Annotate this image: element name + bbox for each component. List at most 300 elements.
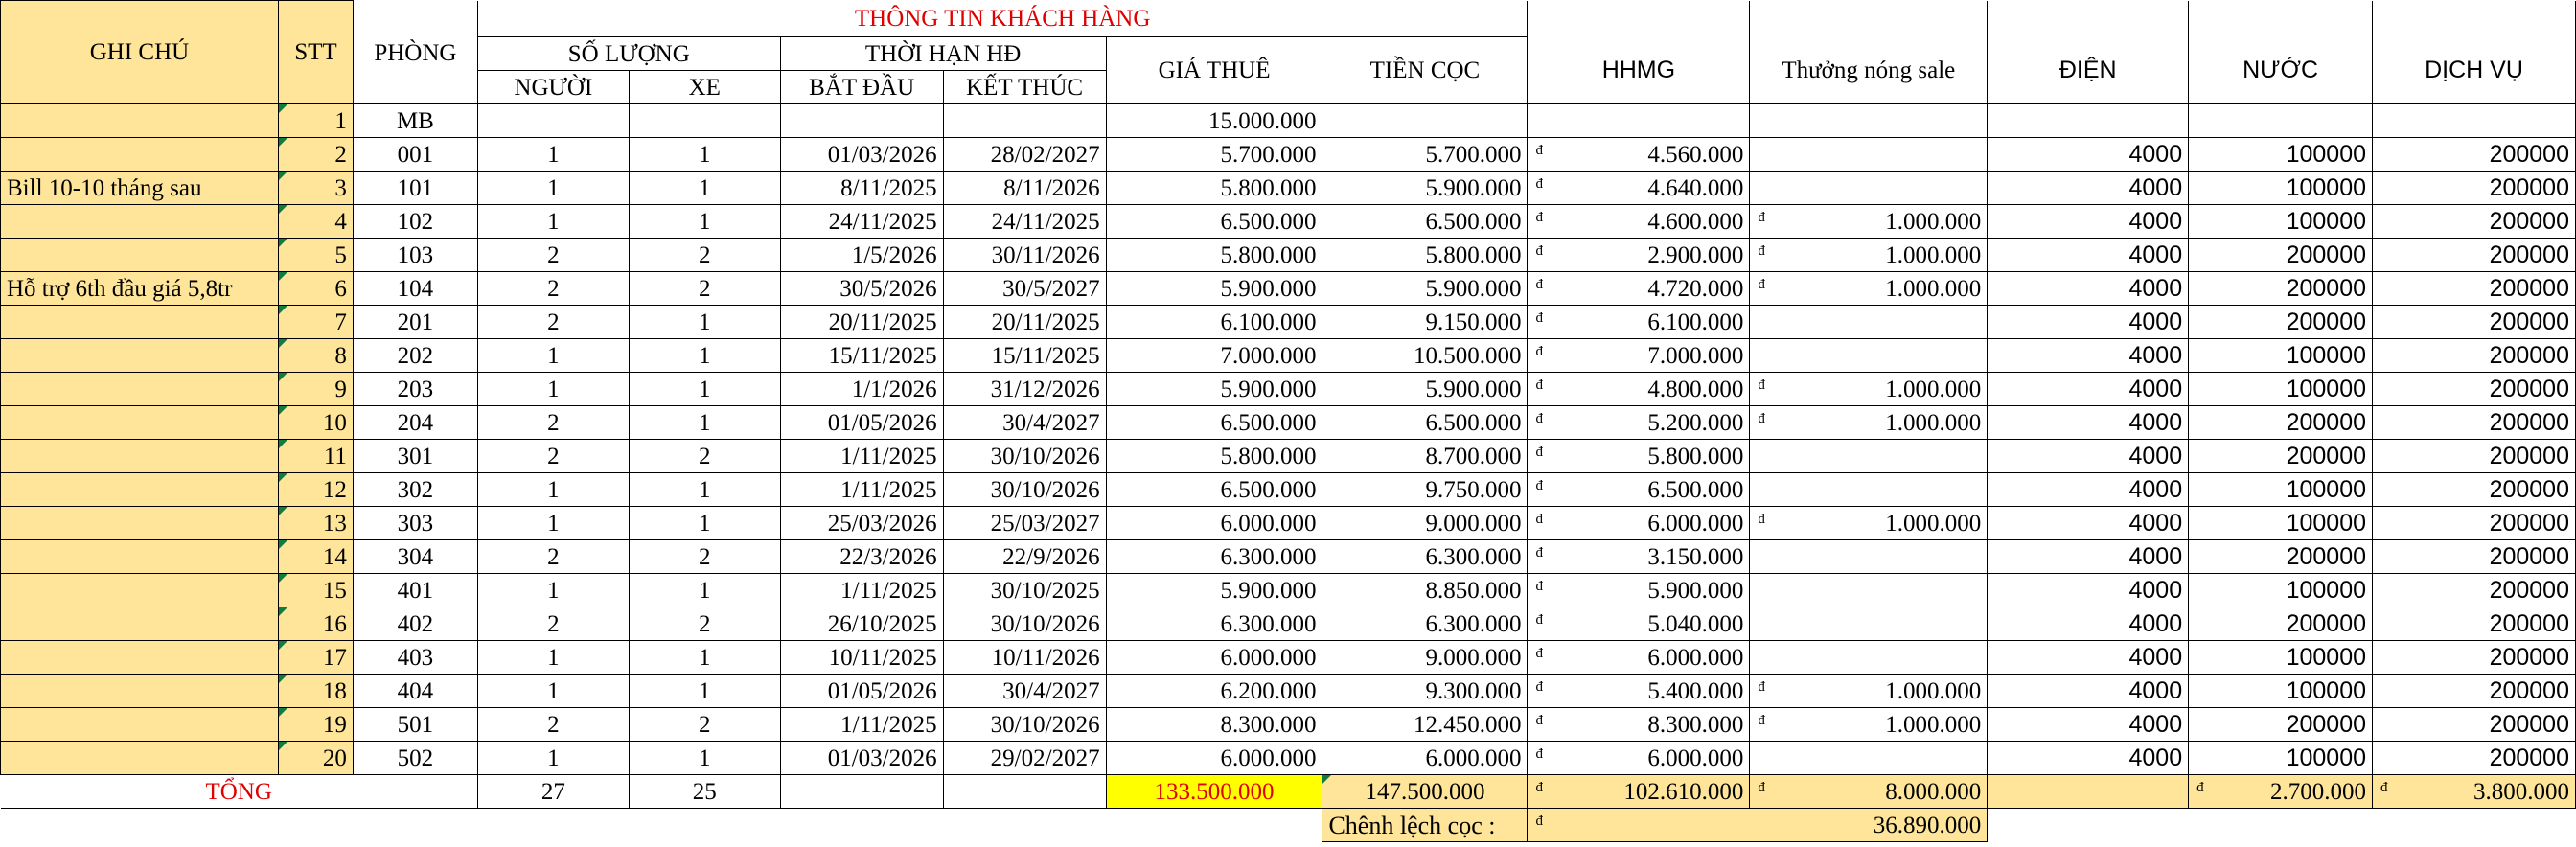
cell-rent[interactable]: 15.000.000 (1106, 104, 1322, 138)
cell-hhmg[interactable] (1528, 239, 1750, 272)
cell-dien[interactable]: 4000 (1988, 406, 2189, 440)
cell-room[interactable]: 204 (353, 406, 477, 440)
cell-bonus[interactable] (1750, 675, 1988, 708)
cell-room[interactable]: 001 (353, 138, 477, 172)
header-nuoc[interactable]: NƯỚC (2189, 37, 2373, 104)
cell-stt[interactable]: 14 (278, 540, 353, 574)
cell-deposit[interactable]: 10.500.000 (1322, 339, 1528, 373)
cell-cars[interactable]: 1 (629, 205, 780, 239)
cell-hhmg[interactable] (1528, 339, 1750, 373)
cell-deposit[interactable]: 6.500.000 (1322, 406, 1528, 440)
cell-cars[interactable] (629, 104, 780, 138)
header-ket-thuc[interactable]: KẾT THÚC (943, 71, 1106, 104)
cell-deposit[interactable]: 9.750.000 (1322, 473, 1528, 507)
cell-end[interactable]: 30/4/2027 (943, 406, 1106, 440)
cell-note[interactable] (1, 473, 279, 507)
cell-rent[interactable]: 6.100.000 (1106, 306, 1322, 339)
cell-dich-vu[interactable]: 200000 (2373, 473, 2576, 507)
cell-room[interactable]: 304 (353, 540, 477, 574)
cell-rent[interactable]: 5.900.000 (1106, 574, 1322, 607)
cell-stt[interactable]: 9 (278, 373, 353, 406)
cell-hhmg[interactable] (1528, 306, 1750, 339)
cell-note[interactable] (1, 339, 279, 373)
cell-cars[interactable]: 1 (629, 574, 780, 607)
cell-dien[interactable] (1988, 104, 2189, 138)
cell-deposit[interactable]: 5.900.000 (1322, 272, 1528, 306)
cell-end[interactable]: 30/4/2027 (943, 675, 1106, 708)
cell-room[interactable]: 302 (353, 473, 477, 507)
cell-nuoc[interactable]: 200000 (2189, 272, 2373, 306)
cell-cars[interactable]: 2 (629, 540, 780, 574)
cell-dien[interactable]: 4000 (1988, 373, 2189, 406)
cell-dien[interactable]: 4000 (1988, 172, 2189, 205)
cell-dich-vu[interactable]: 200000 (2373, 440, 2576, 473)
cell-nuoc[interactable]: 200000 (2189, 708, 2373, 742)
cell-start[interactable]: 1/11/2025 (780, 440, 943, 473)
cell-bonus[interactable] (1750, 742, 1988, 775)
cell-dich-vu[interactable]: 200000 (2373, 239, 2576, 272)
cell-note[interactable] (1, 708, 279, 742)
cell-rent[interactable]: 5.800.000 (1106, 440, 1322, 473)
cell-hhmg[interactable] (1528, 440, 1750, 473)
cell-room[interactable]: 201 (353, 306, 477, 339)
cell-stt[interactable]: 5 (278, 239, 353, 272)
cell-hhmg[interactable] (1528, 373, 1750, 406)
cell-dich-vu[interactable]: 200000 (2373, 675, 2576, 708)
cell-bonus[interactable] (1750, 607, 1988, 641)
cell-dich-vu[interactable]: 200000 (2373, 507, 2576, 540)
cell-note[interactable] (1, 138, 279, 172)
cell-dich-vu[interactable]: 200000 (2373, 708, 2576, 742)
cell-people[interactable]: 1 (477, 339, 629, 373)
total-empty-1[interactable] (780, 775, 943, 809)
cell-deposit[interactable]: 12.450.000 (1322, 708, 1528, 742)
cell-hhmg[interactable] (1528, 742, 1750, 775)
cell-start[interactable]: 10/11/2025 (780, 641, 943, 675)
cell-nuoc[interactable]: 100000 (2189, 172, 2373, 205)
cell-people[interactable]: 2 (477, 272, 629, 306)
cell-rent[interactable]: 5.700.000 (1106, 138, 1322, 172)
cell-people[interactable]: 1 (477, 172, 629, 205)
cell-nuoc[interactable]: 100000 (2189, 339, 2373, 373)
cell-rent[interactable]: 6.300.000 (1106, 540, 1322, 574)
cell-start[interactable]: 01/05/2026 (780, 406, 943, 440)
cell-room[interactable]: 501 (353, 708, 477, 742)
cell-start[interactable]: 22/3/2026 (780, 540, 943, 574)
cell-end[interactable]: 30/5/2027 (943, 272, 1106, 306)
header-gia-thue[interactable]: GIÁ THUÊ (1106, 37, 1322, 104)
cell-dich-vu[interactable]: 200000 (2373, 339, 2576, 373)
cell-room[interactable]: 103 (353, 239, 477, 272)
cell-deposit[interactable]: 6.500.000 (1322, 205, 1528, 239)
cell-room[interactable]: 303 (353, 507, 477, 540)
cell-people[interactable]: 1 (477, 205, 629, 239)
cell-dien[interactable]: 4000 (1988, 272, 2189, 306)
cell-people[interactable]: 1 (477, 473, 629, 507)
cell-deposit[interactable]: 5.700.000 (1322, 138, 1528, 172)
cell-people[interactable]: 1 (477, 138, 629, 172)
cell-cars[interactable]: 2 (629, 708, 780, 742)
header-xe[interactable]: XE (629, 71, 780, 104)
diff-value[interactable] (1528, 809, 1988, 842)
cell-dich-vu[interactable]: 200000 (2373, 574, 2576, 607)
cell-people[interactable]: 2 (477, 239, 629, 272)
cell-dich-vu[interactable]: 200000 (2373, 540, 2576, 574)
cell-hhmg[interactable] (1528, 473, 1750, 507)
cell-hhmg[interactable] (1528, 138, 1750, 172)
cell-dien[interactable]: 4000 (1988, 540, 2189, 574)
cell-end[interactable]: 20/11/2025 (943, 306, 1106, 339)
cell-start[interactable]: 8/11/2025 (780, 172, 943, 205)
cell-people[interactable] (477, 104, 629, 138)
cell-rent[interactable]: 6.200.000 (1106, 675, 1322, 708)
cell-stt[interactable]: 15 (278, 574, 353, 607)
cell-dich-vu[interactable]: 200000 (2373, 373, 2576, 406)
cell-nuoc[interactable]: 100000 (2189, 641, 2373, 675)
cell-hhmg[interactable] (1528, 272, 1750, 306)
total-label[interactable]: TỔNG (1, 775, 478, 809)
cell-cars[interactable]: 1 (629, 373, 780, 406)
cell-dich-vu[interactable]: 200000 (2373, 172, 2576, 205)
cell-note[interactable] (1, 306, 279, 339)
header-ghi-chu[interactable]: GHI CHÚ (1, 1, 279, 104)
cell-stt[interactable]: 8 (278, 339, 353, 373)
cell-rent[interactable]: 5.900.000 (1106, 373, 1322, 406)
cell-hhmg[interactable] (1528, 406, 1750, 440)
cell-stt[interactable]: 1 (278, 104, 353, 138)
cell-hhmg[interactable] (1528, 205, 1750, 239)
cell-dich-vu[interactable]: 200000 (2373, 406, 2576, 440)
header-dich-vu[interactable]: DỊCH VỤ (2373, 37, 2576, 104)
cell-deposit[interactable]: 9.000.000 (1322, 641, 1528, 675)
cell-room[interactable]: MB (353, 104, 477, 138)
cell-room[interactable]: 101 (353, 172, 477, 205)
cell-bonus[interactable] (1750, 574, 1988, 607)
cell-hhmg[interactable] (1528, 675, 1750, 708)
cell-hhmg[interactable] (1528, 708, 1750, 742)
cell-room[interactable]: 403 (353, 641, 477, 675)
cell-end[interactable]: 29/02/2027 (943, 742, 1106, 775)
cell-start[interactable]: 01/03/2026 (780, 138, 943, 172)
cell-rent[interactable]: 5.900.000 (1106, 272, 1322, 306)
cell-hhmg[interactable] (1528, 540, 1750, 574)
cell-note[interactable]: Hỗ trợ 6th đầu giá 5,8tr (1, 272, 279, 306)
cell-nuoc[interactable]: 100000 (2189, 574, 2373, 607)
cell-room[interactable]: 404 (353, 675, 477, 708)
cell-note[interactable] (1, 406, 279, 440)
cell-dien[interactable]: 4000 (1988, 641, 2189, 675)
cell-start[interactable]: 24/11/2025 (780, 205, 943, 239)
cell-dien[interactable]: 4000 (1988, 205, 2189, 239)
total-bonus[interactable] (1750, 775, 1988, 809)
cell-stt[interactable]: 16 (278, 607, 353, 641)
cell-deposit[interactable]: 6.300.000 (1322, 540, 1528, 574)
cell-end[interactable]: 30/10/2026 (943, 607, 1106, 641)
cell-hhmg[interactable] (1528, 104, 1750, 138)
cell-people[interactable]: 2 (477, 607, 629, 641)
cell-rent[interactable]: 6.500.000 (1106, 205, 1322, 239)
header-stt[interactable]: STT (278, 1, 353, 104)
cell-bonus[interactable] (1750, 373, 1988, 406)
cell-dien[interactable]: 4000 (1988, 574, 2189, 607)
cell-note[interactable] (1, 641, 279, 675)
cell-dien[interactable]: 4000 (1988, 306, 2189, 339)
cell-hhmg[interactable] (1528, 574, 1750, 607)
cell-deposit[interactable]: 8.700.000 (1322, 440, 1528, 473)
cell-stt[interactable]: 12 (278, 473, 353, 507)
cell-start[interactable]: 15/11/2025 (780, 339, 943, 373)
cell-room[interactable]: 102 (353, 205, 477, 239)
total-rent[interactable]: 133.500.000 (1106, 775, 1322, 809)
cell-bonus[interactable] (1750, 406, 1988, 440)
total-people[interactable]: 27 (477, 775, 629, 809)
cell-note[interactable] (1, 373, 279, 406)
cell-nuoc[interactable]: 100000 (2189, 373, 2373, 406)
cell-dien[interactable]: 4000 (1988, 138, 2189, 172)
total-dv[interactable] (2373, 775, 2576, 809)
cell-dich-vu[interactable]: 200000 (2373, 272, 2576, 306)
cell-people[interactable]: 1 (477, 742, 629, 775)
header-hhmg[interactable]: HHMG (1528, 37, 1750, 104)
total-cars[interactable]: 25 (629, 775, 780, 809)
cell-dien[interactable]: 4000 (1988, 440, 2189, 473)
cell-end[interactable]: 8/11/2026 (943, 172, 1106, 205)
cell-cars[interactable]: 1 (629, 339, 780, 373)
cell-bonus[interactable] (1750, 473, 1988, 507)
cell-bonus[interactable] (1750, 205, 1988, 239)
cell-stt[interactable]: 13 (278, 507, 353, 540)
cell-start[interactable]: 1/11/2025 (780, 574, 943, 607)
cell-rent[interactable]: 6.000.000 (1106, 742, 1322, 775)
cell-end[interactable] (943, 104, 1106, 138)
cell-note[interactable] (1, 440, 279, 473)
sheet-title[interactable]: THÔNG TIN KHÁCH HÀNG (477, 1, 1528, 37)
cell-nuoc[interactable]: 100000 (2189, 473, 2373, 507)
cell-stt[interactable]: 3 (278, 172, 353, 205)
cell-rent[interactable]: 6.000.000 (1106, 641, 1322, 675)
cell-cars[interactable]: 1 (629, 172, 780, 205)
cell-cars[interactable]: 1 (629, 306, 780, 339)
cell-rent[interactable]: 7.000.000 (1106, 339, 1322, 373)
header-dien[interactable]: ĐIỆN (1988, 37, 2189, 104)
cell-deposit[interactable]: 9.150.000 (1322, 306, 1528, 339)
cell-deposit[interactable]: 6.300.000 (1322, 607, 1528, 641)
header-tien-coc[interactable]: TIỀN CỌC (1322, 37, 1528, 104)
cell-bonus[interactable] (1750, 708, 1988, 742)
cell-dien[interactable]: 4000 (1988, 708, 2189, 742)
header-bat-dau[interactable]: BẮT ĐẦU (780, 71, 943, 104)
cell-hhmg[interactable] (1528, 607, 1750, 641)
total-deposit[interactable]: 147.500.000 (1322, 775, 1528, 809)
header-phong[interactable]: PHÒNG (353, 37, 477, 104)
cell-start[interactable]: 01/05/2026 (780, 675, 943, 708)
cell-start[interactable]: 25/03/2026 (780, 507, 943, 540)
cell-stt[interactable]: 17 (278, 641, 353, 675)
cell-end[interactable]: 30/10/2026 (943, 708, 1106, 742)
cell-people[interactable]: 2 (477, 708, 629, 742)
cell-stt[interactable]: 2 (278, 138, 353, 172)
total-hhmg[interactable] (1528, 775, 1750, 809)
cell-people[interactable]: 1 (477, 373, 629, 406)
cell-deposit[interactable]: 5.900.000 (1322, 373, 1528, 406)
cell-bonus[interactable] (1750, 641, 1988, 675)
cell-bonus[interactable] (1750, 272, 1988, 306)
cell-bonus[interactable] (1750, 339, 1988, 373)
cell-rent[interactable]: 6.500.000 (1106, 406, 1322, 440)
cell-people[interactable]: 1 (477, 641, 629, 675)
cell-hhmg[interactable] (1528, 172, 1750, 205)
cell-end[interactable]: 30/10/2026 (943, 440, 1106, 473)
cell-dich-vu[interactable]: 200000 (2373, 641, 2576, 675)
cell-end[interactable]: 30/10/2026 (943, 473, 1106, 507)
cell-room[interactable]: 202 (353, 339, 477, 373)
cell-stt[interactable]: 19 (278, 708, 353, 742)
cell-nuoc[interactable]: 100000 (2189, 742, 2373, 775)
cell-room[interactable]: 203 (353, 373, 477, 406)
cell-note[interactable] (1, 607, 279, 641)
cell-note[interactable] (1, 675, 279, 708)
cell-nuoc[interactable]: 200000 (2189, 306, 2373, 339)
cell-cars[interactable]: 2 (629, 607, 780, 641)
cell-rent[interactable]: 6.300.000 (1106, 607, 1322, 641)
cell-stt[interactable]: 4 (278, 205, 353, 239)
cell-people[interactable]: 1 (477, 507, 629, 540)
cell-nuoc[interactable]: 200000 (2189, 440, 2373, 473)
cell-cars[interactable]: 2 (629, 272, 780, 306)
total-nuoc[interactable] (2189, 775, 2373, 809)
cell-dich-vu[interactable]: 200000 (2373, 742, 2576, 775)
cell-nuoc[interactable]: 100000 (2189, 205, 2373, 239)
cell-bonus[interactable] (1750, 540, 1988, 574)
cell-start[interactable]: 20/11/2025 (780, 306, 943, 339)
cell-end[interactable]: 30/11/2026 (943, 239, 1106, 272)
cell-dien[interactable]: 4000 (1988, 675, 2189, 708)
cell-note[interactable] (1, 574, 279, 607)
cell-rent[interactable]: 5.800.000 (1106, 172, 1322, 205)
cell-rent[interactable]: 6.000.000 (1106, 507, 1322, 540)
cell-dien[interactable]: 4000 (1988, 607, 2189, 641)
cell-bonus[interactable] (1750, 507, 1988, 540)
cell-note[interactable] (1, 507, 279, 540)
cell-cars[interactable]: 2 (629, 440, 780, 473)
cell-start[interactable]: 1/5/2026 (780, 239, 943, 272)
cell-people[interactable]: 2 (477, 540, 629, 574)
cell-deposit[interactable]: 8.850.000 (1322, 574, 1528, 607)
cell-nuoc[interactable]: 100000 (2189, 675, 2373, 708)
cell-cars[interactable]: 1 (629, 138, 780, 172)
cell-bonus[interactable] (1750, 104, 1988, 138)
cell-cars[interactable]: 1 (629, 507, 780, 540)
cell-deposit[interactable] (1322, 104, 1528, 138)
cell-rent[interactable]: 8.300.000 (1106, 708, 1322, 742)
header-thoi-han[interactable]: THỜI HẠN HĐ (780, 37, 1106, 71)
cell-stt[interactable]: 6 (278, 272, 353, 306)
cell-nuoc[interactable]: 100000 (2189, 138, 2373, 172)
cell-nuoc[interactable]: 200000 (2189, 540, 2373, 574)
cell-nuoc[interactable]: 200000 (2189, 406, 2373, 440)
cell-dich-vu[interactable]: 200000 (2373, 306, 2576, 339)
cell-start[interactable]: 26/10/2025 (780, 607, 943, 641)
cell-bonus[interactable] (1750, 440, 1988, 473)
cell-note[interactable] (1, 540, 279, 574)
cell-cars[interactable]: 2 (629, 239, 780, 272)
cell-bonus[interactable] (1750, 239, 1988, 272)
cell-room[interactable]: 401 (353, 574, 477, 607)
cell-people[interactable]: 2 (477, 440, 629, 473)
cell-dich-vu[interactable]: 200000 (2373, 138, 2576, 172)
cell-bonus[interactable] (1750, 172, 1988, 205)
cell-note[interactable] (1, 205, 279, 239)
cell-end[interactable]: 15/11/2025 (943, 339, 1106, 373)
cell-people[interactable]: 1 (477, 574, 629, 607)
header-thuong[interactable]: Thưởng nóng sale (1750, 37, 1988, 104)
cell-cars[interactable]: 1 (629, 641, 780, 675)
cell-stt[interactable]: 10 (278, 406, 353, 440)
cell-people[interactable]: 1 (477, 675, 629, 708)
cell-cars[interactable]: 1 (629, 675, 780, 708)
cell-note[interactable] (1, 104, 279, 138)
cell-deposit[interactable]: 9.300.000 (1322, 675, 1528, 708)
cell-dich-vu[interactable] (2373, 104, 2576, 138)
cell-end[interactable]: 25/03/2027 (943, 507, 1106, 540)
cell-deposit[interactable]: 5.800.000 (1322, 239, 1528, 272)
cell-stt[interactable]: 18 (278, 675, 353, 708)
cell-bonus[interactable] (1750, 138, 1988, 172)
cell-start[interactable]: 1/1/2026 (780, 373, 943, 406)
cell-note[interactable] (1, 239, 279, 272)
cell-cars[interactable]: 1 (629, 742, 780, 775)
total-empty-2[interactable] (943, 775, 1106, 809)
cell-end[interactable]: 31/12/2026 (943, 373, 1106, 406)
cell-cars[interactable]: 1 (629, 406, 780, 440)
cell-people[interactable]: 2 (477, 306, 629, 339)
cell-end[interactable]: 30/10/2025 (943, 574, 1106, 607)
cell-start[interactable]: 1/11/2025 (780, 473, 943, 507)
cell-start[interactable] (780, 104, 943, 138)
cell-room[interactable]: 301 (353, 440, 477, 473)
cell-hhmg[interactable] (1528, 641, 1750, 675)
cell-note[interactable]: Bill 10-10 tháng sau (1, 172, 279, 205)
cell-dien[interactable]: 4000 (1988, 507, 2189, 540)
cell-dich-vu[interactable]: 200000 (2373, 205, 2576, 239)
cell-stt[interactable]: 20 (278, 742, 353, 775)
cell-rent[interactable]: 6.500.000 (1106, 473, 1322, 507)
cell-dien[interactable]: 4000 (1988, 742, 2189, 775)
cell-deposit[interactable]: 9.000.000 (1322, 507, 1528, 540)
cell-nuoc[interactable] (2189, 104, 2373, 138)
cell-room[interactable]: 402 (353, 607, 477, 641)
cell-bonus[interactable] (1750, 306, 1988, 339)
cell-deposit[interactable]: 6.000.000 (1322, 742, 1528, 775)
cell-stt[interactable]: 11 (278, 440, 353, 473)
cell-start[interactable]: 30/5/2026 (780, 272, 943, 306)
cell-dien[interactable]: 4000 (1988, 473, 2189, 507)
cell-stt[interactable]: 7 (278, 306, 353, 339)
cell-end[interactable]: 24/11/2025 (943, 205, 1106, 239)
cell-end[interactable]: 22/9/2026 (943, 540, 1106, 574)
cell-hhmg[interactable] (1528, 507, 1750, 540)
diff-label[interactable]: Chênh lệch cọc : (1322, 809, 1528, 842)
cell-nuoc[interactable]: 100000 (2189, 507, 2373, 540)
cell-note[interactable] (1, 742, 279, 775)
cell-nuoc[interactable]: 200000 (2189, 607, 2373, 641)
cell-start[interactable]: 1/11/2025 (780, 708, 943, 742)
cell-dien[interactable]: 4000 (1988, 239, 2189, 272)
cell-end[interactable]: 10/11/2026 (943, 641, 1106, 675)
cell-cars[interactable]: 1 (629, 473, 780, 507)
header-so-luong[interactable]: SỐ LƯỢNG (477, 37, 780, 71)
cell-dich-vu[interactable]: 200000 (2373, 607, 2576, 641)
